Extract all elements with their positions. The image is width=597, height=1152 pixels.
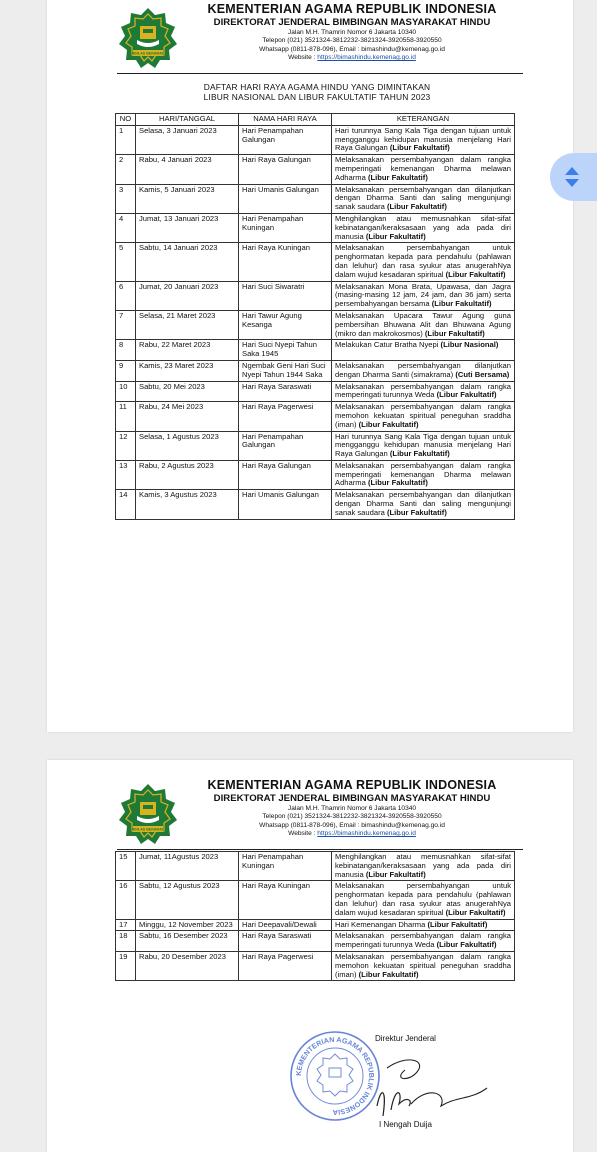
- row-description: [332, 951, 515, 980]
- table-row: [116, 931, 515, 952]
- document-title-line1: DAFTAR HARI RAYA AGAMA HINDU YANG DIMINTAKAN: [203, 82, 431, 92]
- contact-line: Whatsapp (0811-878-096), Email : bimashindu@kemenag.go.id: [259, 45, 445, 53]
- row-description: [332, 381, 515, 402]
- row-date: Jumat, 11Agustus 2023: [136, 852, 239, 881]
- holiday-table-continued: [115, 851, 515, 981]
- row-holiday-name: Hari Penampahan Kuningan: [239, 213, 332, 242]
- row-description: [332, 460, 515, 489]
- row-description-text: Melaksanakan persembahyangan dan dilanjutkan dengan Dharma Santi dan saling mengunjungi sanak saudara: [335, 184, 511, 212]
- table-row: [116, 155, 515, 184]
- website-label: Website :: [288, 830, 318, 838]
- row-date: Sabtu, 12 Agustus 2023: [136, 881, 239, 919]
- phone-line: Telepon (021) 3521324-3812232-3821324-3920558-3920550: [262, 37, 442, 45]
- row-description-text: Melaksanakan persembahyangan untuk penghormatan kepada para pendahulu (pahlawan dan leluhur) dan rasa syukur atas anugerahNya dalam wujud kesadaran spiritual: [335, 881, 511, 917]
- row-date: Sabtu, 20 Mei 2023: [136, 381, 239, 402]
- row-holiday-status: (Libur Nasional): [440, 340, 499, 350]
- row-holiday-name: Hari Penampahan Galungan: [239, 125, 332, 154]
- row-holiday-name: Hari Tawur Agung Kesanga: [239, 310, 332, 339]
- row-holiday-status: (Libur Fakultatif): [367, 172, 428, 182]
- letterhead: [47, 0, 573, 72]
- row-date: Rabu, 24 Mei 2023: [136, 402, 239, 431]
- contact-line: Whatsapp (0811-878-096), Email : bimashindu@kemenag.go.id: [259, 821, 445, 829]
- row-holiday-status: (Libur Fakultatif): [445, 269, 506, 279]
- header-date: HARI/TANGGAL: [136, 114, 239, 126]
- row-description: [332, 431, 515, 460]
- row-holiday-name: Hari Penampahan Galungan: [239, 431, 332, 460]
- kemenag-logo-icon: [115, 6, 181, 70]
- table-row: [116, 852, 515, 881]
- row-number: 16: [116, 881, 136, 919]
- row-date: Jumat, 13 Januari 2023: [136, 213, 239, 242]
- row-holiday-status: (Libur Fakultatif): [386, 507, 447, 517]
- row-holiday-status: (Cuti Bersama): [455, 369, 510, 379]
- row-date: Selasa, 1 Agustus 2023: [136, 431, 239, 460]
- row-holiday-name: Hari Raya Kuningan: [239, 243, 332, 281]
- website-link[interactable]: https://bimashindu.kemenag.go.id: [317, 54, 416, 62]
- row-holiday-status: (Libur Fakultatif): [358, 419, 419, 429]
- row-holiday-status: (Libur Fakultatif): [427, 919, 488, 929]
- document-title-line2: LIBUR NASIONAL DAN LIBUR FAKULTATIF TAHUN 2023: [203, 92, 431, 102]
- row-holiday-name: Ngembak Geni Hari Suci Nyepi Tahun 1944 Saka: [239, 360, 332, 381]
- website-line: [187, 54, 517, 62]
- row-description-text: Melaksanakan persembahyangan untuk penghormatan kepada para pendahulu (pahlawan dan leluhur) dan rasa syukur atas anugerahNya dalam wujud kesadaran spiritual: [335, 243, 511, 279]
- row-holiday-name: Hari Penampahan Kuningan: [239, 852, 332, 881]
- row-description-text: Melaksanakan persembahyangan dan dilanjutkan dengan Dharma Santi dan saling mengunjungi sanak saudara: [335, 490, 511, 517]
- row-holiday-status: (Libur Fakultatif): [365, 231, 426, 241]
- row-date: Rabu, 20 Desember 2023: [136, 951, 239, 980]
- row-number: 4: [116, 213, 136, 242]
- row-description-text: Hari turunnya Sang Kala Tiga dengan tujuan untuk mengganggu kehidupan manusia menjelang Hari Raya Galungan: [335, 431, 511, 459]
- row-description-text: Melaksanakan persembahyangan dilanjutkan dengan Dharma Santi (simakrama): [335, 360, 511, 379]
- row-holiday-status: (Libur Fakultatif): [386, 202, 447, 212]
- row-date: Kamis, 23 Maret 2023: [136, 360, 239, 381]
- row-holiday-name: Hari Deepavali/Dewali: [239, 919, 332, 931]
- row-description: [332, 340, 515, 361]
- letterhead: [47, 776, 573, 848]
- phone-line: Telepon (021) 3521324-3812232-3821324-3920558-3920550: [262, 813, 442, 821]
- header-no: NO: [116, 114, 136, 126]
- row-description-text: Melaksanakan persembahyangan dalam rangka memohon kekuatan spiritual peneguhan sraddha (iman): [335, 951, 511, 979]
- table-row: [116, 490, 515, 519]
- scroll-control-button[interactable]: [550, 153, 597, 201]
- row-date: Jumat, 20 Januari 2023: [136, 281, 239, 310]
- letterhead-divider: [117, 849, 523, 850]
- document-page-2: [47, 760, 573, 1152]
- directorate-title: DIREKTORAT JENDERAL BIMBINGAN MASYARAKAT HINDU: [213, 793, 491, 804]
- row-number: 19: [116, 951, 136, 980]
- row-holiday-name: Hari Umanis Galungan: [239, 184, 332, 213]
- row-holiday-name: Hari Raya Saraswati: [239, 381, 332, 402]
- holiday-table: [115, 113, 515, 520]
- row-number: 13: [116, 460, 136, 489]
- row-number: 14: [116, 490, 136, 519]
- row-date: Selasa, 3 Januari 2023: [136, 125, 239, 154]
- holiday-table-body: [116, 852, 515, 981]
- ministry-title: KEMENTERIAN AGAMA REPUBLIK INDONESIA: [207, 778, 497, 792]
- row-description-text: Hari Kemenangan Dharma: [335, 919, 426, 929]
- row-number: 17: [116, 919, 136, 931]
- row-description-text: Melaksanakan persembahyangan dalam rangka memperingati turunnya Weda: [335, 381, 511, 400]
- row-holiday-name: Hari Suci Nyepi Tahun Saka 1945: [239, 340, 332, 361]
- row-holiday-name: Hari Raya Saraswati: [239, 931, 332, 952]
- row-description-text: Menghilangkan atau memusnahkan sifat-sifat kebinatangan/keraksasaan yang ada pada diri manusia: [335, 852, 511, 879]
- row-description-text: Melaksanakan persembahyangan dalam rangka memohon kekuatan spiritual peneguhan sraddha (iman): [335, 402, 511, 429]
- row-description-text: Hari turunnya Sang Kala Tiga dengan tujuan untuk mengganggu kehidupan manusia menjelang Hari Raya Galungan: [335, 125, 511, 153]
- table-row: [116, 881, 515, 919]
- document-page-1: [47, 0, 573, 732]
- row-number: 6: [116, 281, 136, 310]
- row-description-text: Melaksanakan persembahyangan dalam rangka memperingati turunnya Weda: [335, 931, 511, 950]
- row-description: [332, 852, 515, 881]
- row-date: Rabu, 4 Januari 2023: [136, 155, 239, 184]
- row-holiday-name: Hari Raya Pagerwesi: [239, 951, 332, 980]
- row-holiday-status: (Libur Fakultatif): [389, 143, 450, 153]
- row-holiday-status: (Libur Fakultatif): [436, 940, 497, 950]
- holiday-table-body: [116, 125, 515, 519]
- row-date: Selasa, 21 Maret 2023: [136, 310, 239, 339]
- row-description-text: Melakukan Catur Bratha Nyepi: [335, 340, 439, 350]
- row-description-text: Melaksanakan Upacara Tawur Agung guna pembersihan Bhuwana Alit dan Bhuwana Agung (mikro dan makrokosmos): [335, 310, 511, 338]
- table-row: [116, 919, 515, 931]
- row-date: Minggu, 12 November 2023: [136, 919, 239, 931]
- directorate-title: DIREKTORAT JENDERAL BIMBINGAN MASYARAKAT HINDU: [213, 17, 491, 28]
- handwritten-signature-icon: [347, 1046, 497, 1116]
- row-holiday-name: Hari Raya Galungan: [239, 155, 332, 184]
- row-description-text: Menghilangkan atau memusnahkan sifat-sifat kebinatangan/keraksasaan yang ada pada diri manusia: [335, 213, 511, 241]
- row-number: 5: [116, 243, 136, 281]
- row-holiday-name: Hari Suci Siwaratri: [239, 281, 332, 310]
- logo-banner-text: IKHLAS BERAMAL: [131, 51, 165, 56]
- ministry-title: KEMENTERIAN AGAMA REPUBLIK INDONESIA: [207, 2, 497, 16]
- row-date: Sabtu, 16 Desember 2023: [136, 931, 239, 952]
- row-holiday-name: Hari Umanis Galungan: [239, 490, 332, 519]
- row-number: 11: [116, 402, 136, 431]
- row-holiday-name: Hari Raya Kuningan: [239, 881, 332, 919]
- table-row: [116, 402, 515, 431]
- row-holiday-status: (Libur Fakultatif): [358, 969, 419, 979]
- row-date: Rabu, 22 Maret 2023: [136, 340, 239, 361]
- row-date: Kamis, 5 Januari 2023: [136, 184, 239, 213]
- website-link[interactable]: https://bimashindu.kemenag.go.id: [317, 830, 416, 838]
- header-description: KETERANGAN: [332, 114, 515, 126]
- row-description: [332, 402, 515, 431]
- row-description: [332, 125, 515, 154]
- row-description: [332, 155, 515, 184]
- row-holiday-status: (Libur Fakultatif): [436, 390, 497, 400]
- address-line: Jalan M.H. Thamrin Nomor 6 Jakarta 10340: [287, 29, 417, 36]
- row-description-text: Melaksanakan persembahyangan dalam rangka memperingati kemenangan Dharma melawan Adharma: [335, 460, 511, 488]
- row-holiday-name: Hari Raya Galungan: [239, 460, 332, 489]
- website-line: [187, 830, 517, 838]
- table-row: [116, 360, 515, 381]
- row-holiday-status: (Libur Fakultatif): [365, 869, 426, 879]
- document-title: [167, 82, 467, 102]
- row-description: [332, 243, 515, 281]
- row-holiday-name: Hari Raya Pagerwesi: [239, 402, 332, 431]
- row-holiday-status: (Libur Fakultatif): [445, 907, 506, 917]
- row-description: [332, 184, 515, 213]
- stamp-text: KEMENTERIAN AGAMA REPUBLIK INDONESIA: [293, 1034, 377, 1118]
- signatory-title: Direktur Jenderal: [375, 1034, 436, 1043]
- table-row: [116, 460, 515, 489]
- row-description: [332, 881, 515, 919]
- table-row: [116, 243, 515, 281]
- table-row: [116, 951, 515, 980]
- signature-block: [287, 1028, 507, 1148]
- table-row: [116, 281, 515, 310]
- row-number: 3: [116, 184, 136, 213]
- table-row: [116, 431, 515, 460]
- website-label: Website :: [288, 54, 318, 62]
- signatory-name: I Nengah Duija: [379, 1120, 432, 1129]
- table-row: [116, 184, 515, 213]
- row-description: [332, 213, 515, 242]
- table-row: [116, 310, 515, 339]
- table-row: [116, 125, 515, 154]
- row-date: Rabu, 2 Agustus 2023: [136, 460, 239, 489]
- header-holiday-name: NAMA HARI RAYA: [239, 114, 332, 126]
- row-description: [332, 310, 515, 339]
- row-description-text: Melaksanakan Mona Brata, Upawasa, dan Jagra (masing-masing 12 jam, 24 jam, dan 36 jam) serta persembahyangan bersama: [335, 281, 511, 309]
- row-date: Sabtu, 14 Januari 2023: [136, 243, 239, 281]
- row-description: [332, 919, 515, 931]
- row-holiday-status: (Libur Fakultatif): [431, 299, 492, 309]
- row-holiday-status: (Libur Fakultatif): [424, 328, 485, 338]
- row-number: 2: [116, 155, 136, 184]
- kemenag-logo-icon: [115, 782, 181, 846]
- row-description: [332, 360, 515, 381]
- row-number: 7: [116, 310, 136, 339]
- row-description: [332, 490, 515, 519]
- row-number: 18: [116, 931, 136, 952]
- letterhead-divider: [117, 73, 523, 74]
- logo-banner-text: IKHLAS BERAMAL: [131, 827, 165, 832]
- row-number: 8: [116, 340, 136, 361]
- table-row: [116, 340, 515, 361]
- row-holiday-status: (Libur Fakultatif): [389, 449, 450, 459]
- row-date: Kamis, 3 Agustus 2023: [136, 490, 239, 519]
- row-number: 10: [116, 381, 136, 402]
- row-number: 12: [116, 431, 136, 460]
- row-holiday-status: (Libur Fakultatif): [367, 478, 428, 488]
- address-line: Jalan M.H. Thamrin Nomor 6 Jakarta 10340: [287, 805, 417, 812]
- table-row: [116, 213, 515, 242]
- scroll-updown-icon: [564, 165, 580, 189]
- table-row: [116, 381, 515, 402]
- table-header-row: [116, 114, 515, 126]
- row-description-text: Melaksanakan persembahyangan dalam rangka memperingati kemenangan Dharma melawan Adharma: [335, 155, 511, 182]
- row-description: [332, 281, 515, 310]
- row-number: 15: [116, 852, 136, 881]
- row-number: 1: [116, 125, 136, 154]
- row-description: [332, 931, 515, 952]
- row-number: 9: [116, 360, 136, 381]
